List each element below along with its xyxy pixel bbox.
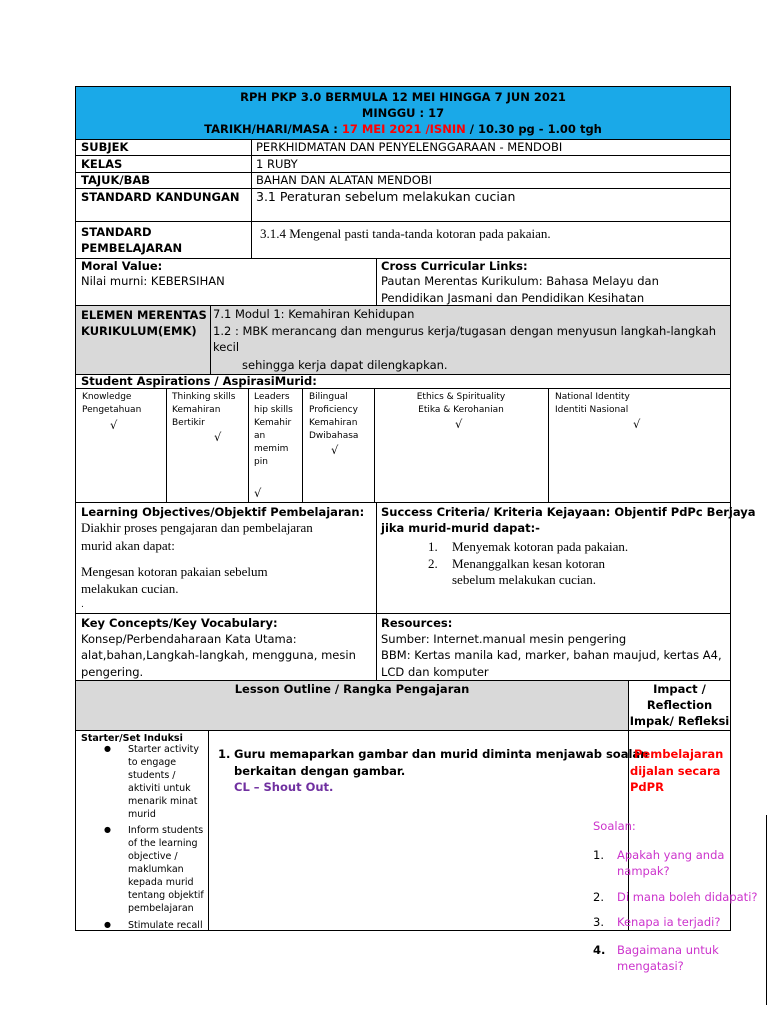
standard-pembelajaran-label-2: PEMBELAJARAN xyxy=(81,241,183,255)
starter-b1-l6: murid xyxy=(128,809,156,820)
success-item-1: Menyemak kotoran pada pakaian. xyxy=(452,539,629,554)
aspiration-ethics-1: Ethics & Spirituality xyxy=(416,392,506,402)
cross-line-2: Pendidikan Jasmani dan Pendidikan Kesihatan xyxy=(381,291,645,305)
aspiration-thinking-check: √ xyxy=(214,430,222,444)
starter-b2-l7: pembelajaran xyxy=(128,903,194,914)
lesson-outline-label: Lesson Outline / Rangka Pengajaran xyxy=(234,682,470,696)
aspiration-bilingual-3: Kemahiran xyxy=(309,418,358,428)
aspiration-bilingual-4: Dwibahasa xyxy=(309,431,359,441)
objectives-line-5: . xyxy=(81,600,84,610)
cross-label: Cross Curricular Links: xyxy=(381,259,528,273)
aspiration-knowledge-check: √ xyxy=(110,418,118,432)
emk-label-1: ELEMEN MERENTAS xyxy=(81,308,207,322)
starter-title: Starter/Set Induksi xyxy=(81,733,183,744)
starter-b2-l5: kepada murid xyxy=(128,877,194,888)
success-item-2a: Menanggalkan kesan kotoran xyxy=(452,556,606,571)
emk-line-1: 7.1 Modul 1: Kemahiran Kehidupan xyxy=(213,307,415,321)
success-item-1-num: 1. xyxy=(428,539,438,554)
step-1-num: 1. xyxy=(218,747,231,761)
aspiration-bilingual-check: √ xyxy=(331,443,339,457)
starter-b2-l4: maklumkan xyxy=(128,864,184,875)
emk-line-3: kecil xyxy=(213,340,240,354)
starter-b1-l4: aktiviti untuk xyxy=(128,783,191,794)
aspiration-leadership-3: Kemahir xyxy=(254,418,292,428)
step-1-line-3: CL – Shout Out. xyxy=(234,780,334,794)
starter-b2-l1: Inform students xyxy=(128,825,204,836)
success-item-2-num: 2. xyxy=(428,556,438,571)
starter-b2-l3: objective / xyxy=(128,851,178,862)
question-2-num: 2. xyxy=(593,890,604,904)
starter-b1-l3: students / xyxy=(128,770,176,781)
concepts-line-1: Konsep/Perbendaharaan Kata Utama: xyxy=(81,632,297,646)
question-2: Di mana boleh didapati? xyxy=(617,890,758,904)
question-1-num: 1. xyxy=(593,848,604,862)
bullet-1-icon: ● xyxy=(104,744,111,753)
standard-kandungan-label: STANDARD KANDUNGAN xyxy=(81,190,240,204)
moral-label: Moral Value: xyxy=(81,259,163,273)
impact-label-3: Impak/ Refleksi xyxy=(629,714,730,728)
aspiration-thinking-3: Bertikir xyxy=(172,418,205,428)
header-date: 17 MEI 2021 /ISNIN xyxy=(341,122,466,136)
step-1-line-1: Guru memaparkan gambar dan murid diminta menjawab soalan xyxy=(234,747,649,761)
subjek-label: SUBJEK xyxy=(81,140,129,154)
aspiration-leadership-1: Leaders xyxy=(254,392,290,402)
starter-b2-l6: tentang objektif xyxy=(128,890,204,901)
resources-line-3: LCD dan komputer xyxy=(381,665,489,679)
kelas-value: 1 RUBY xyxy=(256,157,298,171)
reflection-line-1: Pembelajaran xyxy=(634,747,724,761)
question-1-line-1: Apakah yang anda xyxy=(617,848,725,862)
aspiration-bilingual-1: Bilingual xyxy=(309,392,348,402)
aspiration-national-2: Identiti Nasional xyxy=(555,405,629,415)
subjek-value: PERKHIDMATAN DAN PENYELENGGARAAN - MENDOBI xyxy=(256,140,563,154)
question-3-num: 3. xyxy=(593,915,604,929)
aspiration-thinking-1: Thinking skills xyxy=(172,392,236,402)
impact-label-1: Impact / xyxy=(653,682,706,696)
standard-pembelajaran-value: 3.1.4 Mengenal pasti tanda-tanda kotoran pada pakaian. xyxy=(260,226,551,241)
standard-kandungan-value: 3.1 Peraturan sebelum melakukan cucian xyxy=(256,189,516,204)
emk-label-2: KURIKULUM(EMK) xyxy=(81,324,197,338)
objectives-label: Learning Objectives/Objektif Pembelajaran: xyxy=(81,505,365,519)
emk-line-2: 1.2 : MBK merancang dan mengurus kerja/tugasan dengan menyusun langkah-langkah xyxy=(213,324,717,338)
success-label-1: Success Criteria/ Kriteria Kejayaan: Objentif PdPc Berjaya xyxy=(381,505,756,519)
objectives-line-2: murid akan dapat: xyxy=(81,538,175,553)
kelas-label: KELAS xyxy=(81,157,123,171)
aspirations-title: Student Aspirations / AspirasiMurid: xyxy=(81,374,317,388)
resources-line-2: BBM: Kertas manila kad, marker, bahan maujud, kertas A4, xyxy=(381,648,722,662)
starter-b1-l1: Starter activity xyxy=(128,744,199,755)
moral-value: Nilai murni: KEBERSIHAN xyxy=(81,274,225,288)
concepts-line-3: pengering. xyxy=(81,665,144,679)
aspiration-leadership-6: pin xyxy=(254,457,268,467)
objectives-line-3: Mengesan kotoran pakaian sebelum xyxy=(81,564,268,579)
tajuk-label: TAJUK/BAB xyxy=(81,173,151,187)
aspiration-knowledge-2: Pengetahuan xyxy=(82,405,142,415)
aspiration-leadership-5: memim xyxy=(254,444,289,454)
header-time: / 10.30 pg - 1.00 tgh xyxy=(465,122,602,136)
question-4-line-1: Bagaimana untuk xyxy=(617,943,719,957)
standard-pembelajaran-label-1: STANDARD xyxy=(81,225,152,239)
concepts-line-2: alat,bahan,Langkah-langkah, mengguna, mesin xyxy=(81,648,356,662)
starter-b2-l2: of the learning xyxy=(128,838,198,849)
concepts-label: Key Concepts/Key Vocabulary: xyxy=(81,616,278,630)
objectives-line-1: Diakhir proses pengajaran dan pembelajaran xyxy=(81,520,313,535)
header-week: MINGGU : 17 xyxy=(361,106,445,120)
aspiration-national-check: √ xyxy=(633,417,641,431)
aspiration-bilingual-2: Proficiency xyxy=(309,405,358,415)
question-4-line-2: mengatasi? xyxy=(617,959,684,973)
success-label-2: jika murid-murid dapat:- xyxy=(381,521,540,535)
emk-line-4: sehingga kerja dapat dilengkapkan. xyxy=(242,358,448,372)
aspiration-ethics-check: √ xyxy=(455,417,463,431)
resources-label: Resources: xyxy=(381,616,453,630)
questions-title: Soalan: xyxy=(593,819,636,833)
step-1-line-2: berkaitan dengan gambar. xyxy=(234,764,406,778)
aspiration-thinking-2: Kemahiran xyxy=(172,405,221,415)
aspiration-knowledge-1: Knowledge xyxy=(82,392,132,402)
cross-line-1: Pautan Merentas Kurikulum: Bahasa Melayu dan xyxy=(381,274,659,288)
aspiration-leadership-check: √ xyxy=(254,486,262,500)
objectives-line-4: melakukan cucian. xyxy=(81,581,179,596)
bullet-3-icon: ● xyxy=(104,920,111,929)
bullet-2-icon: ● xyxy=(104,825,111,834)
aspiration-national-1: National Identity xyxy=(555,392,630,402)
starter-b3-l1: Stimulate recall xyxy=(128,920,203,931)
reflection-line-2: dijalan secara xyxy=(630,764,721,778)
starter-b1-l5: menarik minat xyxy=(128,796,198,807)
header-title: RPH PKP 3.0 BERMULA 12 MEI HINGGA 7 JUN 2021 xyxy=(240,90,566,104)
tajuk-value: BAHAN DAN ALATAN MENDOBI xyxy=(256,173,433,187)
aspiration-leadership-2: hip skills xyxy=(254,405,293,415)
impact-label-2: Reflection xyxy=(646,698,713,712)
starter-b1-l2: to engage xyxy=(128,757,177,768)
question-4-num: 4. xyxy=(593,943,606,957)
question-1-line-2: nampak? xyxy=(617,864,670,878)
question-3: Kenapa ia terjadi? xyxy=(617,915,721,929)
success-item-2b: sebelum melakukan cucian. xyxy=(452,572,597,587)
aspiration-ethics-2: Etika & Kerohanian xyxy=(418,405,504,415)
aspiration-leadership-4: an xyxy=(254,431,266,441)
resources-line-1: Sumber: Internet.manual mesin pengering xyxy=(381,632,627,646)
reflection-line-3: PdPR xyxy=(630,780,664,794)
header-date-prefix: TARIKH/HARI/MASA : xyxy=(204,122,342,136)
